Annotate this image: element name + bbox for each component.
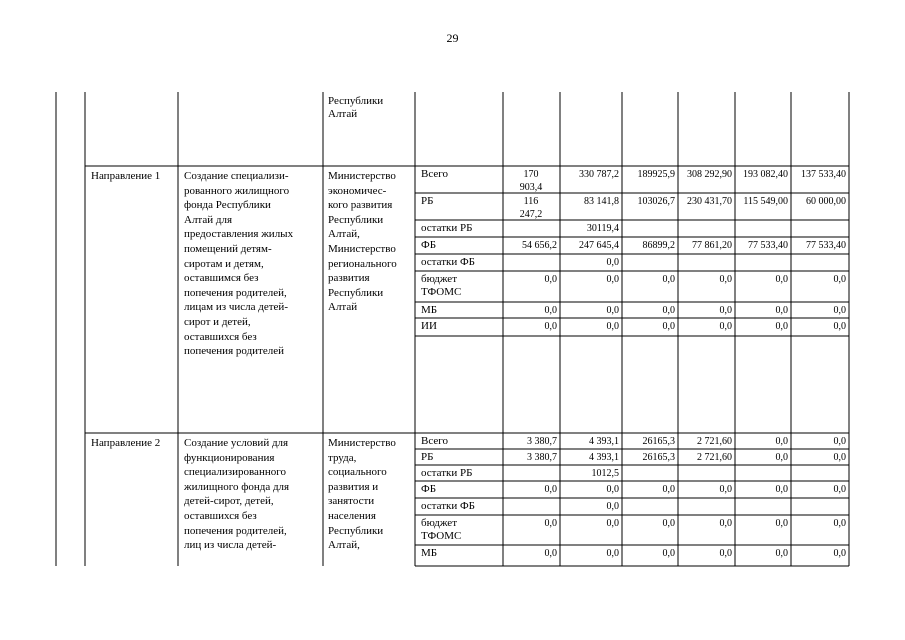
value-cell: 308 292,90 [687,169,732,180]
value-cell: 0,0 [719,518,732,529]
executor-cell: Министерство труда, социального развития и занятости населения Республики Алтай, [328,437,396,552]
value-cell: 330 787,2 [579,169,619,180]
value-cell: 0,0 [662,321,675,332]
value-cell: 0,0 [606,501,619,512]
value-cell: 0,0 [606,274,619,285]
value-cell: 0,0 [544,484,557,495]
value-cell: 0,0 [662,518,675,529]
value-cell: 170 903,4 [519,169,543,193]
value-cell: 0,0 [719,321,732,332]
value-cell: 0,0 [833,548,846,559]
value-cell: 86899,2 [642,240,675,251]
executor-cell: Министерство экономичес- кого развития Республики Алтай, Министерство регионального развития Республики Алтай [328,170,397,314]
value-cell: 0,0 [833,274,846,285]
value-cell: 26165,3 [642,436,675,447]
value-cell: 26165,3 [642,452,675,463]
value-cell: 77 861,20 [692,240,732,251]
value-cell: 54 656,2 [522,240,557,251]
value-cell: 103026,7 [637,196,675,207]
funding-source-cell: Всего [421,435,448,447]
value-cell: 1012,5 [591,468,619,479]
value-cell: 0,0 [606,257,619,268]
value-cell: 0,0 [719,305,732,316]
value-cell: 4 393,1 [589,452,619,463]
value-cell: 3 380,7 [527,436,557,447]
value-cell: 0,0 [606,305,619,316]
value-cell: 0,0 [662,484,675,495]
funding-source-cell: РБ [421,451,434,463]
value-cell: 0,0 [544,274,557,285]
value-cell: 189925,9 [637,169,675,180]
value-cell: 0,0 [606,548,619,559]
funding-source-cell: МБ [421,304,438,316]
funding-source-cell: МБ [421,547,438,559]
value-cell: 0,0 [775,452,788,463]
value-cell: 247 645,4 [579,240,619,251]
value-cell: 83 141,8 [584,196,619,207]
value-cell: 0,0 [775,484,788,495]
funding-source-cell: бюджет ТФОМС [421,273,462,298]
value-cell: 0,0 [662,274,675,285]
page-number: 29 [446,31,459,45]
funding-source-cell: остатки РБ [421,222,473,234]
value-cell: 0,0 [544,321,557,332]
value-cell: 60 000,00 [806,196,846,207]
value-cell: 0,0 [606,518,619,529]
value-cell: 0,0 [544,548,557,559]
value-cell: 0,0 [775,305,788,316]
value-cell: 0,0 [719,274,732,285]
value-cell: 0,0 [833,436,846,447]
value-cell: 0,0 [662,305,675,316]
value-cell: 137 533,40 [801,169,846,180]
direction-label: Направление 1 [91,170,161,182]
value-cell: 0,0 [833,305,846,316]
event-name-cell: Создание условий для функционирования специализированного жилищного фонда для детей-сирот, детей, оставшихся без попечения родителей, лиц из числа детей- [184,437,290,552]
direction-label: Направление 2 [91,437,161,449]
value-cell: 0,0 [833,321,846,332]
value-cell: 0,0 [606,321,619,332]
value-cell: 0,0 [544,305,557,316]
value-cell: 77 533,40 [748,240,788,251]
value-cell: 0,0 [719,548,732,559]
value-cell: 0,0 [662,548,675,559]
value-cell: 0,0 [775,518,788,529]
funding-source-cell: ФБ [421,239,437,251]
value-cell: 0,0 [544,518,557,529]
funding-source-cell: остатки ФБ [421,256,475,268]
executor-cell: Республики Алтай [328,95,384,120]
value-cell: 0,0 [833,518,846,529]
funding-source-cell: РБ [421,195,434,207]
value-cell: 193 082,40 [743,169,788,180]
funding-source-cell: ФБ [421,483,437,495]
funding-source-cell: бюджет ТФОМС [421,517,462,542]
value-cell: 0,0 [833,484,846,495]
funding-source-cell: остатки РБ [421,467,473,479]
value-cell: 0,0 [775,274,788,285]
value-cell: 3 380,7 [527,452,557,463]
value-cell: 115 549,00 [743,196,788,207]
value-cell: 0,0 [775,548,788,559]
value-cell: 116 247,2 [519,196,543,220]
funding-source-cell: Всего [421,168,448,180]
value-cell: 30119,4 [586,223,619,234]
value-cell: 0,0 [719,484,732,495]
value-cell: 2 721,60 [697,452,732,463]
value-cell: 0,0 [775,321,788,332]
value-cell: 2 721,60 [697,436,732,447]
value-cell: 4 393,1 [589,436,619,447]
value-cell: 230 431,70 [687,196,732,207]
value-cell: 0,0 [833,452,846,463]
funding-source-cell: остатки ФБ [421,500,475,512]
funding-source-cell: ИИ [421,320,437,332]
value-cell: 0,0 [775,436,788,447]
value-cell: 0,0 [606,484,619,495]
value-cell: 77 533,40 [806,240,846,251]
event-name-cell: Создание специализи- рованного жилищного фонда Республики Алтай для предоставления жилых помещений детям- сиротам и детям, оставшимся без попечения родителей, лицам из числа детей- сирот и детей, оставшихся без попечения родителей [184,170,294,358]
